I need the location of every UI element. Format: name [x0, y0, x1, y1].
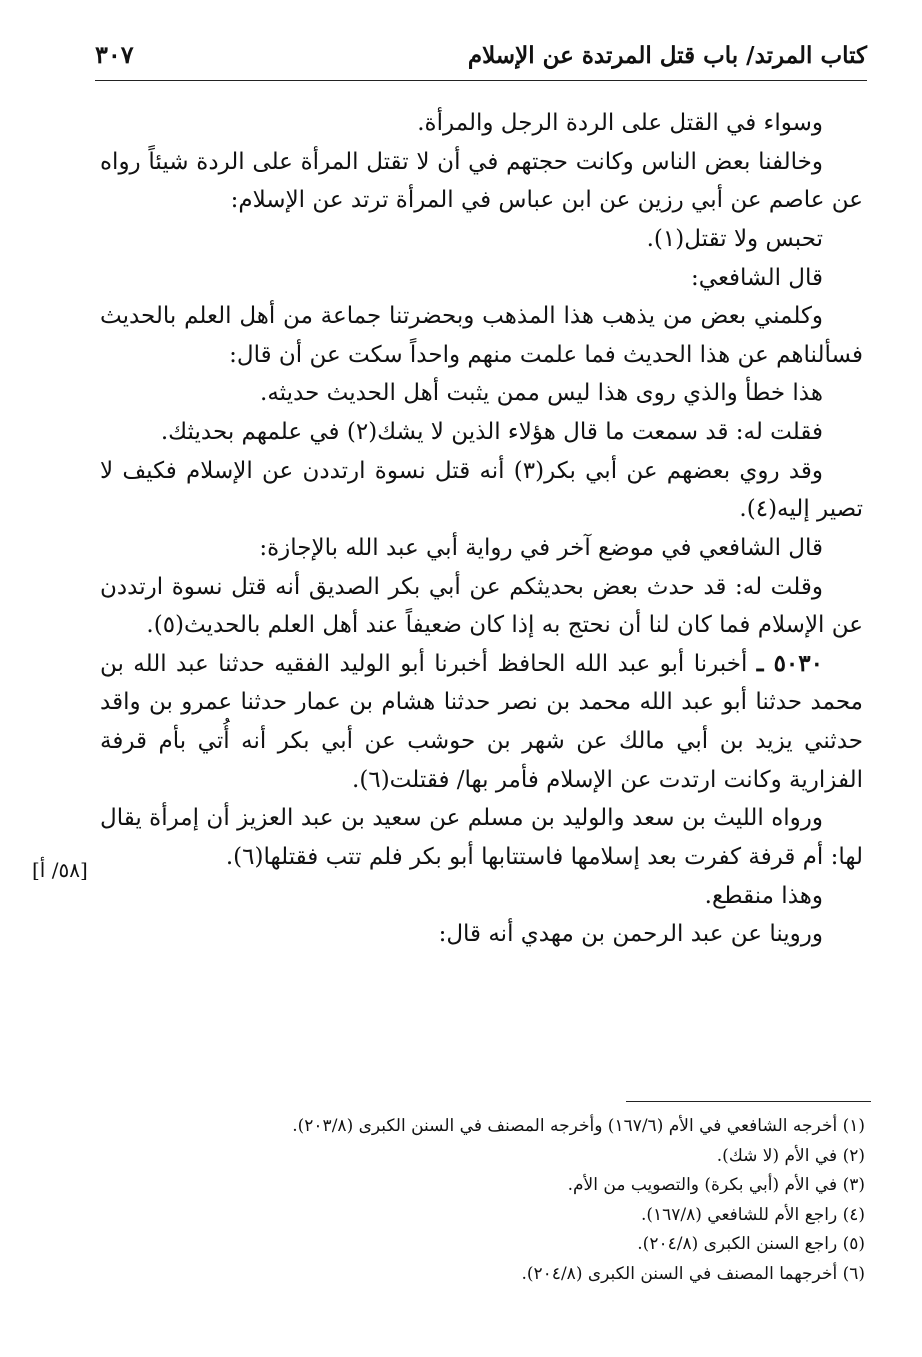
- paragraph: ورواه الليث بن سعد والوليد بن مسلم عن سعيد بن عبد العزيز أن إمرأة يقال لها: أم قرفة كفرت بعد إسلامها فاستتابها أبو بكر فلم تتب فقتلها(٦).: [100, 805, 863, 870]
- main-text: [100, 104, 863, 954]
- footnote: (٥) راجع السنن الكبرى (٢٠٤/٨).: [637, 1234, 865, 1255]
- running-title: كتاب المرتد/ باب قتل المرتدة عن الإسلام: [467, 42, 867, 69]
- paragraph: وهذا منقطع.: [704, 882, 823, 909]
- hadith-text: أخبرنا أبو عبد الله الحافظ أخبرنا أبو الوليد الفقيه حدثنا عبد الله بن محمد حدثنا أبو عبد الله محمد بن نصر حدثنا هشام بن عمار حدثنا عمرو بن واقد حدثني يزيد بن أبي مالك عن شهر بن حوشب عن أبي بكر أنه أُتي بأم قرفة الفزارية وكانت ارتدت عن الإسلام فأمر بها/ فقتلت(٦).: [100, 650, 863, 793]
- footnote: (٣) في الأم (أبي بكرة) والتصويب من الأم.: [567, 1175, 865, 1196]
- footnote: (٤) راجع الأم للشافعي (١٦٧/٨).: [640, 1204, 865, 1225]
- footnote: (٢) في الأم (لا شك).: [716, 1145, 865, 1166]
- page-header: [95, 38, 867, 78]
- paragraph: قال الشافعي في موضع آخر في رواية أبي عبد الله بالإجازة:: [259, 534, 823, 561]
- footnote: (٦) أخرجهما المصنف في السنن الكبرى (٢٠٤/٨).: [521, 1263, 865, 1284]
- footnote-divider: [626, 1101, 871, 1102]
- manuscript-folio-note: [٥٨/ أ]: [32, 858, 88, 882]
- paragraph: تحبس ولا تقتل(١).: [646, 225, 823, 252]
- hadith-number: ٥٠٣٠ ـ: [756, 649, 823, 677]
- paragraph: فقلت له: قد سمعت ما قال هؤلاء الذين لا يشك(٢) في علمهم بحديثك.: [160, 419, 823, 445]
- page-number: ٣٠٧: [95, 40, 134, 69]
- hadith-paragraph: [100, 645, 863, 800]
- footnote: (١) أخرجه الشافعي في الأم (١٦٧/٦) وأخرجه المصنف في السنن الكبرى (٢٠٣/٨).: [292, 1116, 865, 1136]
- paragraph: وكلمني بعض من يذهب هذا المذهب وبحضرتنا جماعة من أهل العلم بالحديث فسألناهم عن هذا الحديث فما علمت منهم واحداً سكت عن أن قال:: [100, 303, 863, 368]
- paragraph: قال الشافعي:: [691, 264, 823, 291]
- footnotes: [230, 1112, 865, 1289]
- paragraph: هذا خطأ والذي روى هذا ليس ممن يثبت أهل الحديث حديثه.: [260, 380, 823, 407]
- paragraph: وقلت له: قد حدث بعض بحديثكم عن أبي بكر الصديق أنه قتل نسوة ارتددن عن الإسلام فما كان لنا أن نحتج به إذا كان ضعيفاً عند أهل العلم بالحديث(٥).: [100, 573, 863, 639]
- paragraph: وخالفنا بعض الناس وكانت حجتهم في أن لا تقتل المرأة على الردة شيئاً رواه عن عاصم عن أبي رزين عن ابن عباس في المرأة ترتد عن الإسلام:: [100, 148, 863, 214]
- header-divider: [95, 80, 867, 81]
- paragraph: وقد روي بعضهم عن أبي بكر(٣) أنه قتل نسوة ارتددن عن الإسلام فكيف لا تصير إليه(٤).: [100, 457, 863, 523]
- paragraph: وسواء في القتل على الردة الرجل والمرأة.: [417, 110, 823, 136]
- paragraph: وروينا عن عبد الرحمن بن مهدي أنه قال:: [438, 921, 823, 948]
